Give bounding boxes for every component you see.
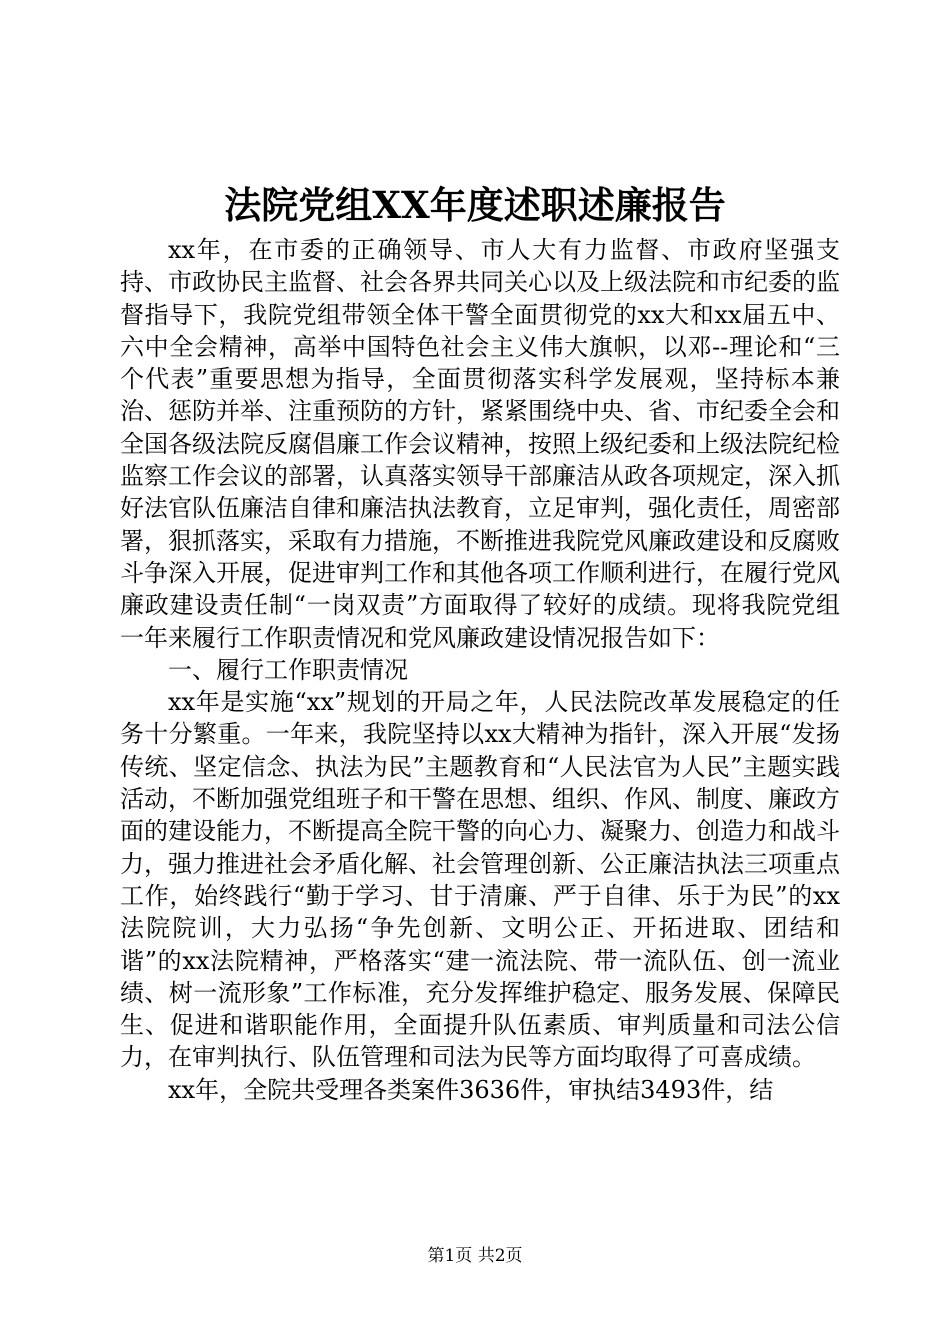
paragraph-cases: xx年，全院共受理各类案件3636件，审执结3493件，结	[168, 1075, 774, 1104]
paragraph-intro: xx年，在市委的正确领导、市人大有力监督、市政府坚强支持、市政协民主监督、社会各界共同关心以及上级法院和市纪委的监督指导下，我院党组带领全体干警全面贯彻党的xx大和xx届五中、六中全会精神，高举中国特色社会主义伟大旗帜，以邓--理论和“三个代表”重要思想为指导，全面贯彻落实科学发展观，坚持标本兼治、惩防并举、注重预防的方针，紧紧围绕中央、省、市纪委全会和全国各级法院反腐倡廉工作会议精神，按照上级纪委和上级法院纪检监察工作会议的部署，认真落实领导干部廉洁从政各项规定，深入抓好法官队伍廉洁自律和廉洁执法教育，立足审判，强化责任，周密部署，狠抓落实，采取有力措施，不断推进我院党风廉政建设和反腐败斗争深入开展，促进审判工作和其他各项工作顺利进行，在履行党风廉政建设责任制“一岗双责”方面取得了较好的成绩。现将我院党组一年来履行工作职责情况和党风廉政建设情况报告如下：	[120, 236, 840, 652]
page-number-footer: 第1页 共2页	[427, 1246, 523, 1266]
document-title: 法院党组XX年度述职述廉报告	[224, 183, 726, 227]
paragraph-duties: xx年是实施“xx”规划的开局之年，人民法院改革发展稳定的任务十分繁重。一年来，我院坚持以xx大精神为指针，深入开展“发扬传统、坚定信念、执法为民”主题教育和“人民法官为人民”主题实践活动，不断加强党组班子和干警在思想、组织、作风、制度、廉政方面的建设能力，不断提高全院干警的向心力、凝聚力、创造力和战斗力，强力推进社会矛盾化解、社会管理创新、公正廉洁执法三项重点工作，始终践行“勤于学习、甘于清廉、严于自律、乐于为民”的xx法院院训，大力弘扬“争先创新、文明公正、开拓进取、团结和谐”的xx法院精神，严格落实“建一流法院、带一流队伍、创一流业绩、树一流形象”工作标准，充分发挥维护稳定、服务发展、保障民生、促进和谐职能作用，全面提升队伍素质、审判质量和司法公信力，在审判执行、队伍管理和司法为民等方面均取得了可喜成绩。	[120, 688, 840, 1072]
section-heading: 一、履行工作职责情况	[168, 655, 408, 684]
document-body	[120, 234, 840, 1106]
